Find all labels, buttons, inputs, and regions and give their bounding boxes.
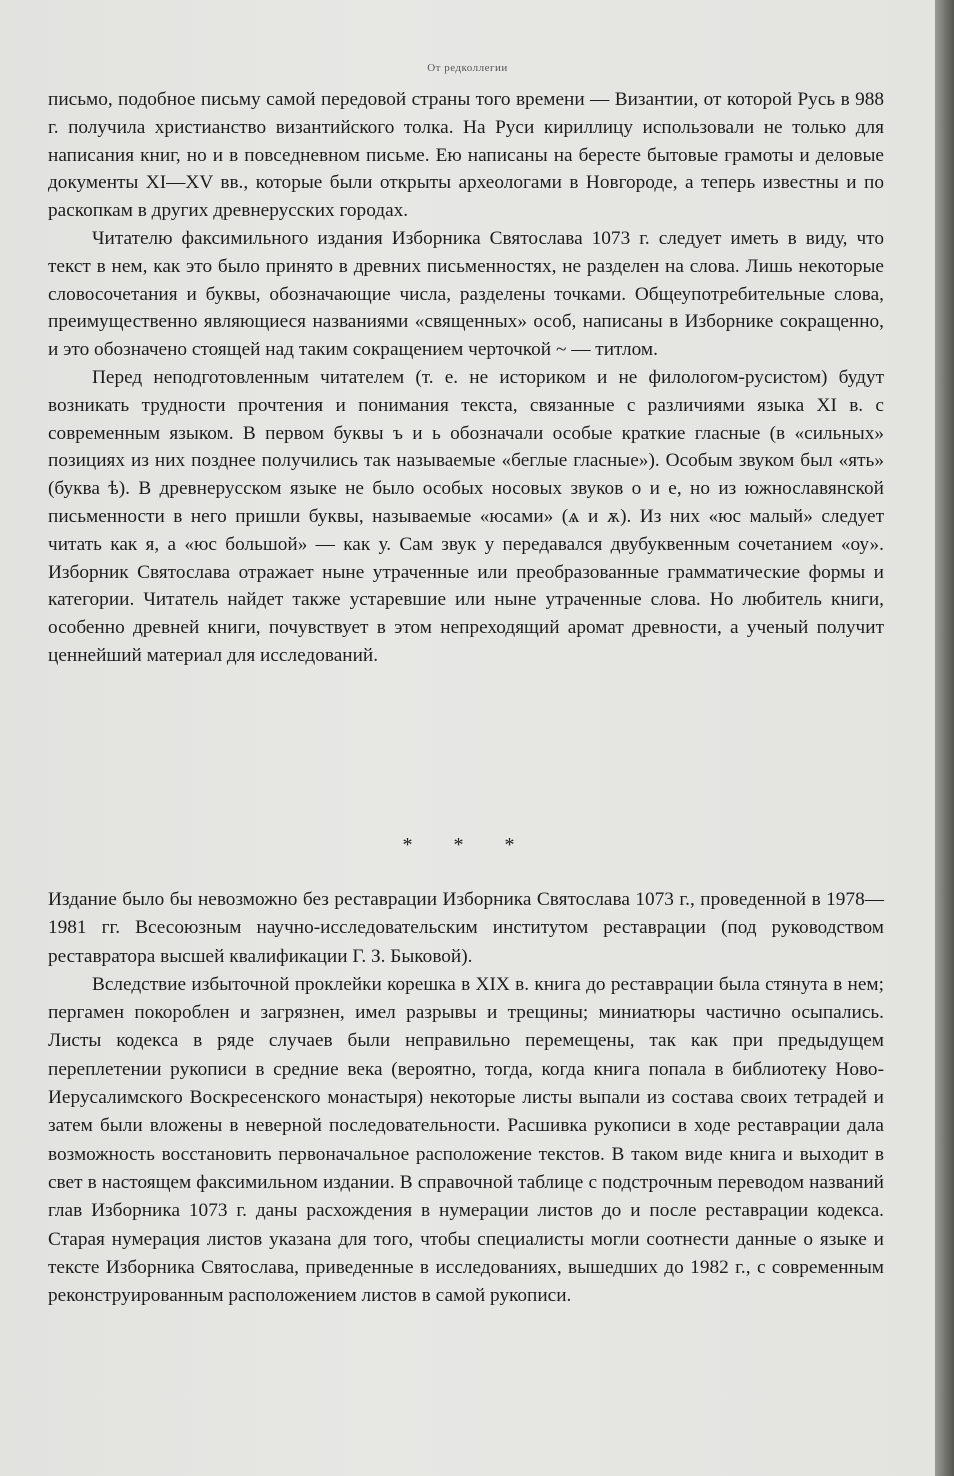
book-spine-edge	[935, 0, 954, 1476]
paragraph: Читателю факсимильного издания Изборника Святослава 1073 г. следует иметь в виду, что текст в нем, как это было принято в древних письменностях, не разделен на слова. Лишь некоторые словосочетания и буквы, обозначающие числа, разделены точками. Общеупотребительные слова, преимущественно являющиеся названиями «священных» особ, написаны в Изборнике сокращенно, и это обозначено стоящей над таким сокращением черточкой ~ — титлом.	[48, 227, 884, 361]
paragraph: Перед неподготовленным читателем (т. е. не историком и не филологом-русистом) будут возникать трудности прочтения и понимания текста, связанные с различиями языка XI в. с современным языком. В первом буквы ъ и ь обозначали особые краткие гласные (в «сильных» позициях из них позднее получились так называемые «беглые гласные»). Особым звуком был «ять» (буква ѣ). В древнерусском языке не было особых носовых звуков о и е, но из южнославянской письменности в него пришли буквы, называемые «юсами» (ѧ и ѫ). Из них «юс малый» следует читать как я, а «юс большой» — как у. Сам звук у передавался двубуквенным сочетанием «оу». Изборник Святослава отражает ныне утраченные или преобразованные грамматические формы и категории. Читатель найдет также устаревшие или ныне утраченные слова. Но любитель книги, особенно древней книги, почувствует в этом непреходящий аромат древности, а ученый получит ценнейший материал для исследований.	[48, 366, 884, 666]
text-section-1	[48, 86, 884, 670]
running-head: От редколлегии	[427, 62, 508, 74]
section-separator: * * *	[402, 834, 533, 856]
text-section-2	[48, 886, 884, 1310]
paragraph: письмо, подобное письму самой передовой страны того времени — Византии, от которой Русь в 988 г. получила христианство византийского толка. На Руси кириллицу использовали не только для написания книг, но и в повседневном письме. Ею написаны на бересте бытовые грамоты и деловые документы XI—XV вв., которые были открыты археологами в Новгороде, а теперь известны и по раскопкам в других древнерусских городах.	[48, 89, 884, 222]
paragraph: Вследствие избыточной проклейки корешка в XIX в. книга до реставрации была стянута в нем; пергамен покороблен и загрязнен, имел разрывы и трещины; миниатюры частично осыпались. Листы кодекса в ряде случаев были неправильно перемещены, так как при предыдущем переплетении рукописи в средние века (вероятно, тогда, когда книга попала в библиотеку Ново-Иерусалимского Воскресенского монастыря) некоторые листы выпали из состава своих тетрадей и затем были вложены в неверной последовательности. Расшивка рукописи в ходе реставрации дала возможность восстановить первоначальное расположение текстов. В таком виде книга и выходит в свет в настоящем факсимильном издании. В справочной таблице с подстрочным переводом названий глав Изборника 1073 г. даны расхождения в нумерации листов до и после реставрации кодекса. Старая нумерация листов указана для того, чтобы специалисты могли соотнести данные о языке и тексте Изборника Святослава, приведенные в исследованиях, вышедших до 1982 г., с современным реконструированным расположением листов в самой рукописи.	[48, 973, 884, 1307]
paragraph: Издание было бы невозможно без реставрации Изборника Святослава 1073 г., проведенной в 1978—1981 гг. Всесоюзным научно-исследовательским институтом реставрации (под руководством реставратора высшей квалификации Г. З. Быковой).	[48, 889, 884, 967]
